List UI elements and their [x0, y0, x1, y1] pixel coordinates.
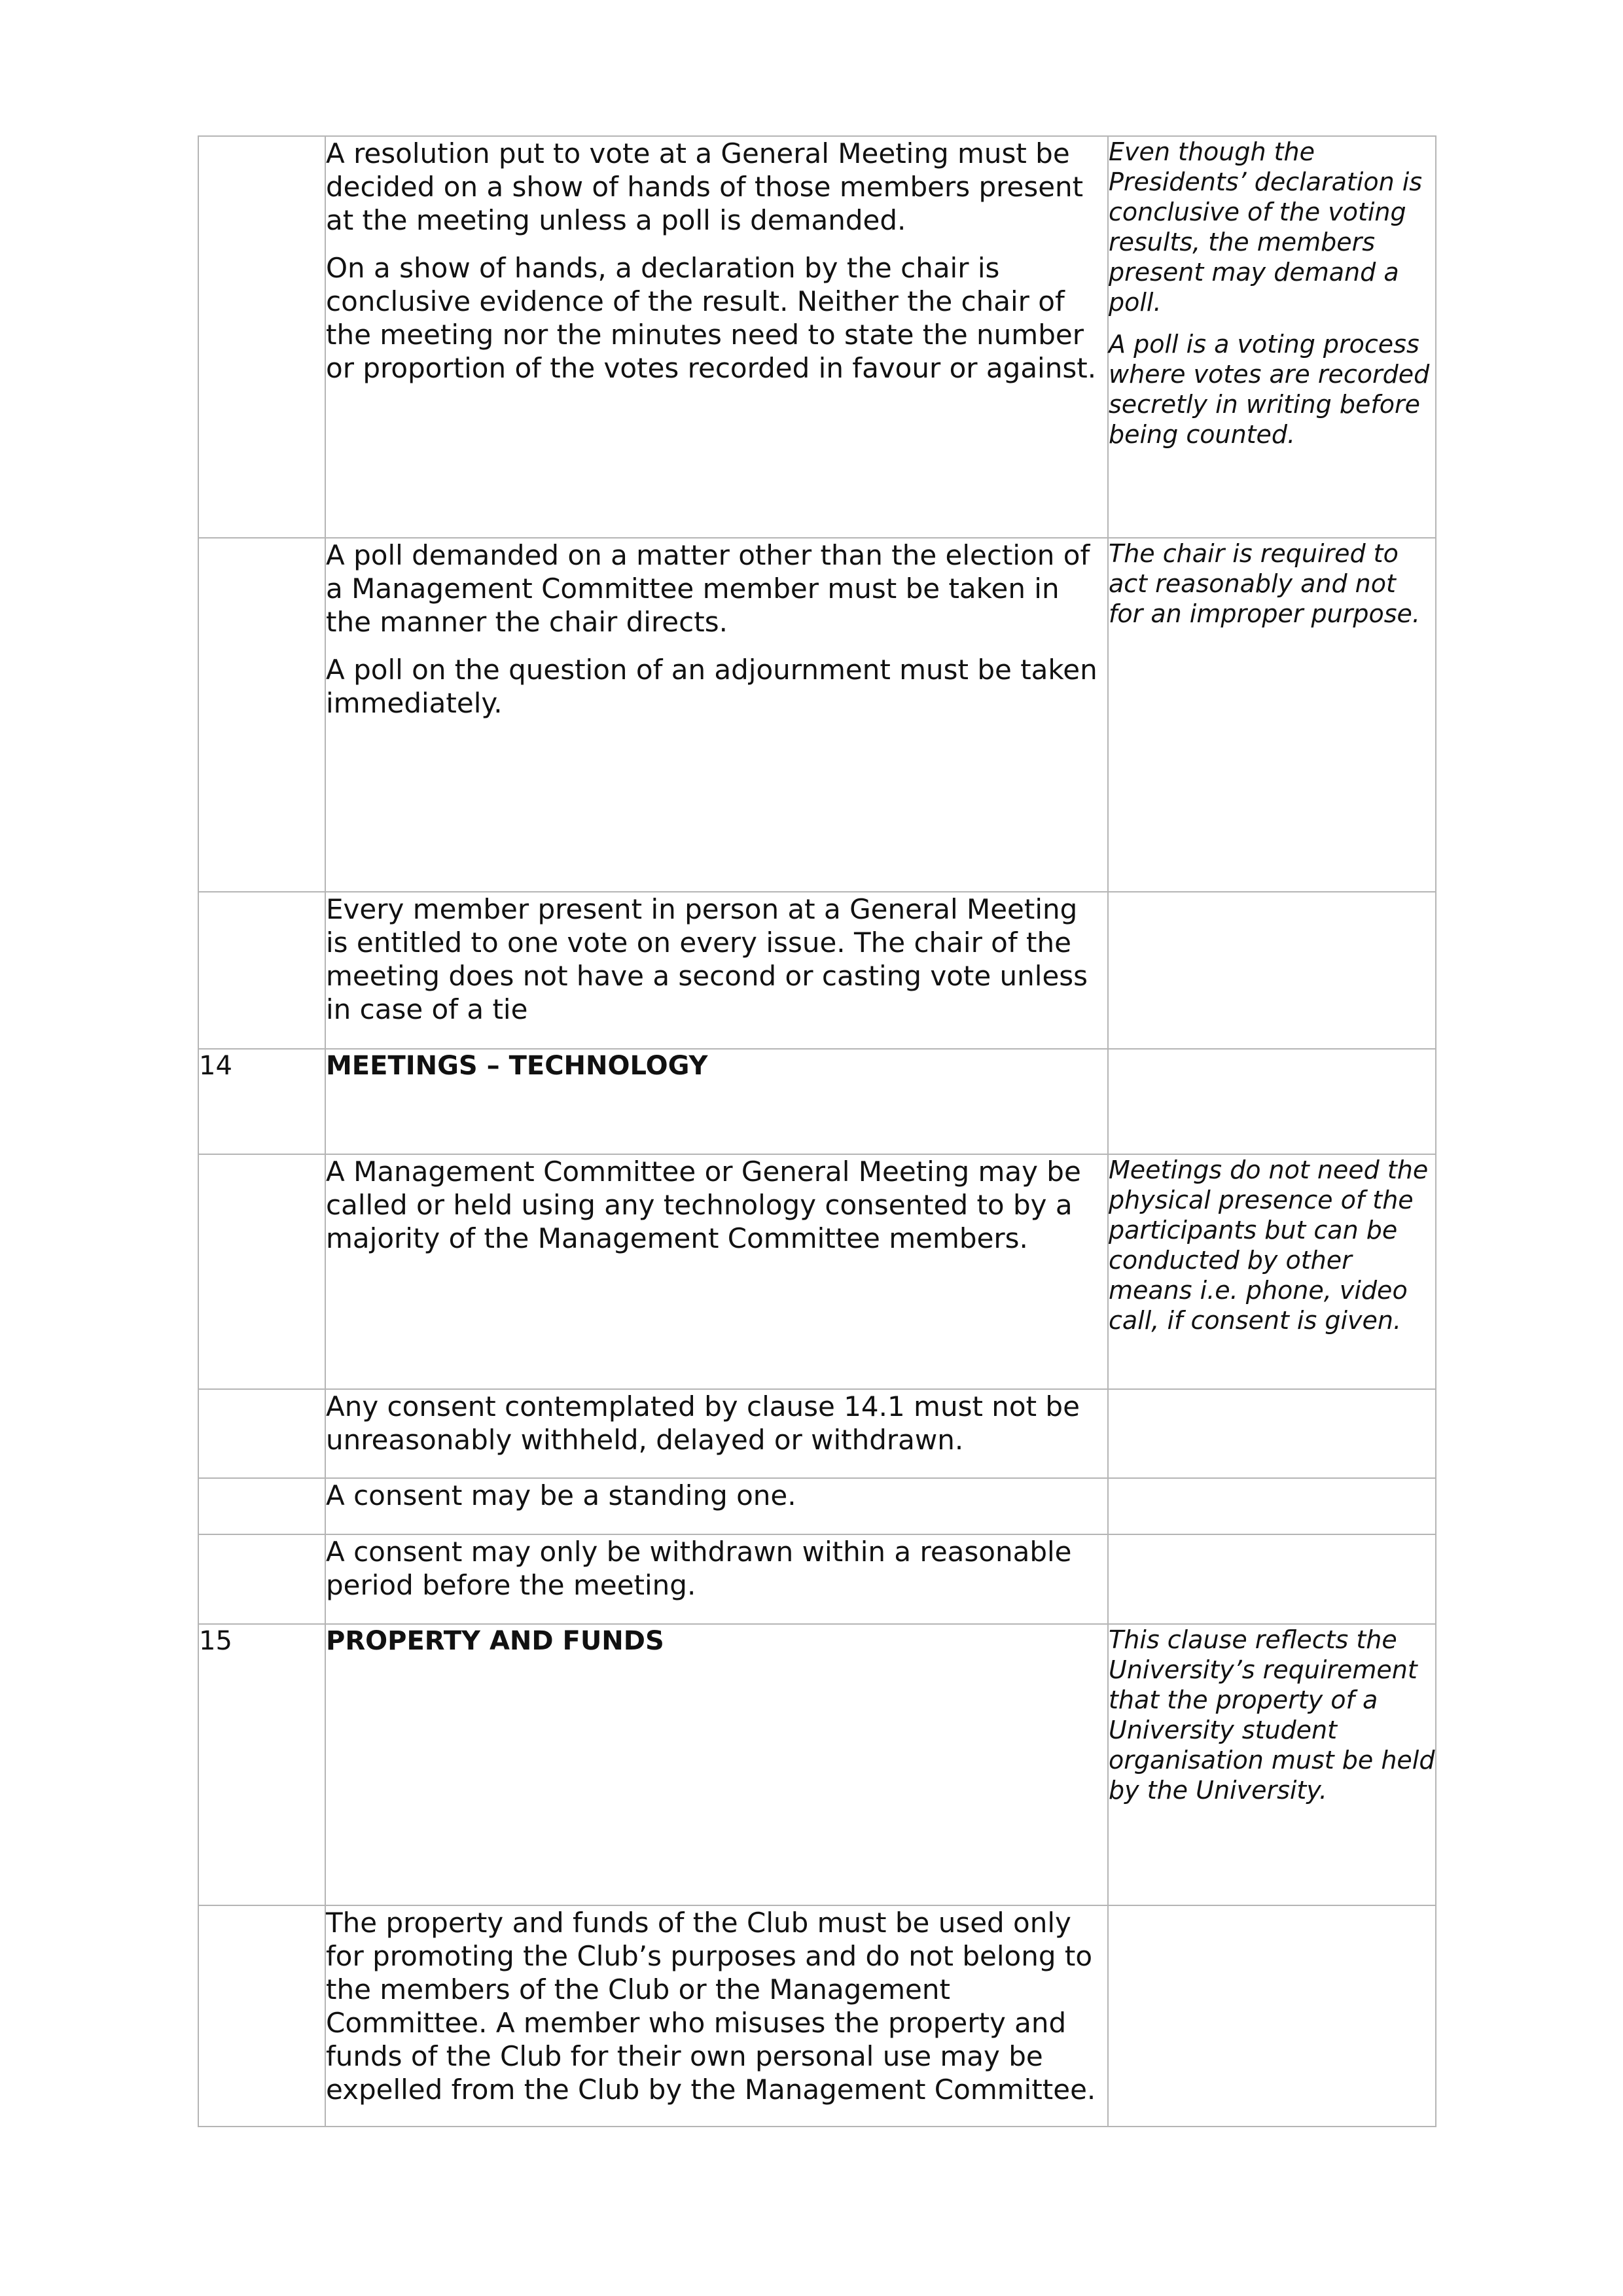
clause-paragraph: Every member present in person at a General Meeting is entitled to one vote on every issue. The chair of the meeting does not have a second or casting vote unless in case of a tie — [326, 893, 1088, 1025]
clause-number — [198, 1389, 325, 1478]
explanatory-note — [1108, 1049, 1436, 1154]
explanatory-note — [1108, 538, 1436, 892]
clause-paragraph: Any consent contemplated by clause 14.1 must not be unreasonably withheld, delayed or withdrawn. — [326, 1390, 1080, 1456]
table-row — [198, 1389, 1436, 1478]
explanatory-note — [1108, 1534, 1436, 1624]
clause-paragraph: The property and funds of the Club must be used only for promoting the Club’s purposes and do not belong to the members of the Club or the Management Committee. A member who misuses the property and funds of the Club for their own personal use may be expelled from the Club by the Management Committee. — [326, 1907, 1096, 2106]
explanatory-note — [1108, 1389, 1436, 1478]
clause-text — [325, 892, 1108, 1049]
explanatory-note — [1108, 1624, 1436, 1905]
clause-paragraph: A Management Committee or General Meeting may be called or held using any technology consented to by a majority of the Management Committee members. — [326, 1156, 1081, 1254]
table-row — [198, 1478, 1436, 1534]
clause-paragraph: A consent may only be withdrawn within a reasonable period before the meeting. — [326, 1536, 1072, 1601]
clause-text — [325, 1389, 1108, 1478]
note-paragraph: A poll is a voting process where votes are recorded secretly in writing before being counted. — [1109, 330, 1430, 449]
section-number: 15 — [198, 1624, 325, 1905]
clause-number — [198, 1154, 325, 1389]
table-row — [198, 538, 1436, 892]
section-heading-row — [198, 1624, 1436, 1905]
section-heading: MEETINGS – TECHNOLOGY — [325, 1049, 1108, 1154]
clause-paragraph: A poll demanded on a matter other than the election of a Management Committee member must be taken in the manner the chair directs. — [326, 539, 1090, 638]
clause-paragraph: A consent may be a standing one. — [326, 1479, 796, 1511]
clause-number — [198, 1534, 325, 1624]
clause-number — [198, 1478, 325, 1534]
note-paragraph: The chair is required to act reasonably and not for an improper purpose. — [1109, 539, 1421, 628]
clause-number — [198, 892, 325, 1049]
clause-paragraph: A resolution put to vote at a General Meeting must be decided on a show of hands of those members present at the meeting unless a poll is demanded. — [326, 137, 1084, 236]
note-paragraph: Meetings do not need the physical presence of the participants but can be conducted by other means i.e. phone, video call, if consent is given. — [1109, 1156, 1429, 1335]
note-paragraph: This clause reflects the University’s requirement that the property of a University student organisation must be held by the University. — [1109, 1625, 1435, 1805]
clause-number — [198, 538, 325, 892]
note-paragraph: Even though the Presidents’ declaration is conclusive of the voting results, the members present may demand a poll. — [1109, 137, 1423, 317]
table-row — [198, 1534, 1436, 1624]
explanatory-note — [1108, 1905, 1436, 2127]
table-row — [198, 892, 1436, 1049]
explanatory-note — [1108, 1478, 1436, 1534]
clause-number — [198, 136, 325, 538]
clause-text — [325, 1154, 1108, 1389]
section-heading-row — [198, 1049, 1436, 1154]
section-heading: PROPERTY AND FUNDS — [325, 1624, 1108, 1905]
constitution-table — [198, 135, 1436, 2127]
clause-text — [325, 1478, 1108, 1534]
clause-text — [325, 538, 1108, 892]
clause-text — [325, 1905, 1108, 2127]
explanatory-note — [1108, 136, 1436, 538]
clause-text — [325, 1534, 1108, 1624]
explanatory-note — [1108, 892, 1436, 1049]
clause-text — [325, 136, 1108, 538]
clause-number — [198, 1905, 325, 2127]
section-number: 14 — [198, 1049, 325, 1154]
table-row — [198, 136, 1436, 538]
table-row — [198, 1154, 1436, 1389]
explanatory-note — [1108, 1154, 1436, 1389]
table-row — [198, 1905, 1436, 2127]
clause-paragraph: On a show of hands, a declaration by the chair is conclusive evidence of the result. Neither the chair of the meeting nor the minutes need to state the number or proportion of the votes recorded in favour or against. — [326, 252, 1097, 384]
clause-paragraph: A poll on the question of an adjournment must be taken immediately. — [326, 654, 1097, 719]
